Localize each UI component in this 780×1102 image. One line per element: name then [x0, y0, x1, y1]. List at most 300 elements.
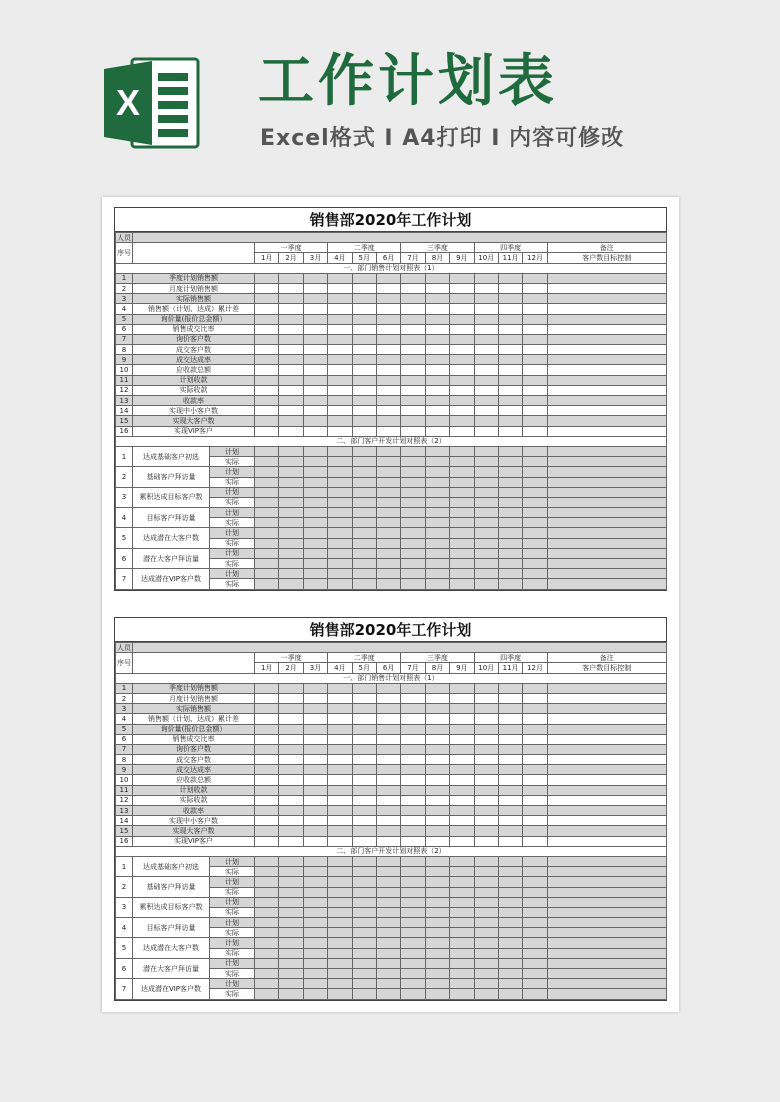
- data-cell[interactable]: [328, 704, 352, 714]
- data-cell[interactable]: [376, 304, 400, 314]
- data-cell[interactable]: [450, 538, 474, 548]
- data-cell[interactable]: [498, 887, 522, 897]
- data-cell[interactable]: [474, 487, 498, 497]
- data-cell[interactable]: [498, 969, 522, 979]
- data-cell[interactable]: [425, 334, 449, 344]
- data-cell[interactable]: [303, 856, 327, 866]
- data-cell[interactable]: [255, 528, 279, 538]
- data-cell[interactable]: [401, 958, 425, 968]
- data-cell[interactable]: [547, 958, 666, 968]
- data-cell[interactable]: [425, 693, 449, 703]
- data-cell[interactable]: [279, 559, 303, 569]
- data-cell[interactable]: [352, 867, 376, 877]
- data-cell[interactable]: [376, 816, 400, 826]
- data-cell[interactable]: [376, 938, 400, 948]
- data-cell[interactable]: [303, 508, 327, 518]
- data-cell[interactable]: [376, 314, 400, 324]
- data-cell[interactable]: [474, 867, 498, 877]
- data-cell[interactable]: [255, 969, 279, 979]
- data-cell[interactable]: [352, 836, 376, 846]
- data-cell[interactable]: [279, 867, 303, 877]
- data-cell[interactable]: [474, 334, 498, 344]
- data-cell[interactable]: [279, 765, 303, 775]
- data-cell[interactable]: [425, 938, 449, 948]
- data-cell[interactable]: [255, 877, 279, 887]
- data-cell[interactable]: [352, 345, 376, 355]
- data-cell[interactable]: [523, 744, 547, 754]
- data-cell[interactable]: [425, 365, 449, 375]
- data-cell[interactable]: [401, 528, 425, 538]
- data-cell[interactable]: [498, 979, 522, 989]
- data-cell[interactable]: [255, 345, 279, 355]
- data-cell[interactable]: [425, 775, 449, 785]
- data-cell[interactable]: [255, 887, 279, 897]
- data-cell[interactable]: [523, 457, 547, 467]
- data-cell[interactable]: [279, 477, 303, 487]
- data-cell[interactable]: [376, 467, 400, 477]
- data-cell[interactable]: [523, 704, 547, 714]
- data-cell[interactable]: [498, 765, 522, 775]
- data-cell[interactable]: [303, 897, 327, 907]
- data-cell[interactable]: [255, 518, 279, 528]
- data-cell[interactable]: [401, 396, 425, 406]
- data-cell[interactable]: [255, 867, 279, 877]
- data-cell[interactable]: [352, 693, 376, 703]
- data-cell[interactable]: [279, 744, 303, 754]
- data-cell[interactable]: [328, 396, 352, 406]
- data-cell[interactable]: [450, 528, 474, 538]
- data-cell[interactable]: [425, 836, 449, 846]
- data-cell[interactable]: [303, 816, 327, 826]
- data-cell[interactable]: [425, 958, 449, 968]
- data-cell[interactable]: [255, 396, 279, 406]
- data-cell[interactable]: [376, 508, 400, 518]
- data-cell[interactable]: [255, 324, 279, 334]
- data-cell[interactable]: [352, 273, 376, 283]
- data-cell[interactable]: [255, 734, 279, 744]
- data-cell[interactable]: [523, 406, 547, 416]
- data-cell[interactable]: [425, 538, 449, 548]
- data-cell[interactable]: [450, 487, 474, 497]
- data-cell[interactable]: [376, 548, 400, 558]
- data-cell[interactable]: [450, 856, 474, 866]
- data-cell[interactable]: [401, 887, 425, 897]
- data-cell[interactable]: [547, 928, 666, 938]
- data-cell[interactable]: [474, 559, 498, 569]
- data-cell[interactable]: [547, 938, 666, 948]
- data-cell[interactable]: [450, 283, 474, 293]
- data-cell[interactable]: [303, 538, 327, 548]
- data-cell[interactable]: [498, 958, 522, 968]
- data-cell[interactable]: [352, 795, 376, 805]
- data-cell[interactable]: [498, 477, 522, 487]
- data-cell[interactable]: [303, 467, 327, 477]
- data-cell[interactable]: [474, 324, 498, 334]
- data-cell[interactable]: [328, 334, 352, 344]
- data-cell[interactable]: [401, 897, 425, 907]
- data-cell[interactable]: [255, 487, 279, 497]
- data-cell[interactable]: [547, 826, 666, 836]
- data-cell[interactable]: [352, 775, 376, 785]
- data-cell[interactable]: [279, 538, 303, 548]
- data-cell[interactable]: [523, 467, 547, 477]
- data-cell[interactable]: [255, 569, 279, 579]
- data-cell[interactable]: [425, 457, 449, 467]
- data-cell[interactable]: [279, 385, 303, 395]
- data-cell[interactable]: [376, 795, 400, 805]
- data-cell[interactable]: [328, 693, 352, 703]
- data-cell[interactable]: [352, 704, 376, 714]
- data-cell[interactable]: [401, 518, 425, 528]
- data-cell[interactable]: [352, 948, 376, 958]
- data-cell[interactable]: [523, 283, 547, 293]
- data-cell[interactable]: [352, 477, 376, 487]
- data-cell[interactable]: [255, 548, 279, 558]
- data-cell[interactable]: [303, 724, 327, 734]
- data-cell[interactable]: [401, 836, 425, 846]
- data-cell[interactable]: [401, 508, 425, 518]
- data-cell[interactable]: [376, 918, 400, 928]
- data-cell[interactable]: [328, 518, 352, 528]
- data-cell[interactable]: [523, 385, 547, 395]
- data-cell[interactable]: [401, 294, 425, 304]
- data-cell[interactable]: [450, 704, 474, 714]
- data-cell[interactable]: [425, 508, 449, 518]
- data-cell[interactable]: [498, 324, 522, 334]
- data-cell[interactable]: [547, 744, 666, 754]
- data-cell[interactable]: [425, 569, 449, 579]
- data-cell[interactable]: [425, 294, 449, 304]
- data-cell[interactable]: [425, 487, 449, 497]
- data-cell[interactable]: [401, 775, 425, 785]
- data-cell[interactable]: [279, 704, 303, 714]
- data-cell[interactable]: [474, 938, 498, 948]
- data-cell[interactable]: [474, 385, 498, 395]
- data-cell[interactable]: [450, 396, 474, 406]
- data-cell[interactable]: [376, 528, 400, 538]
- data-cell[interactable]: [401, 559, 425, 569]
- data-cell[interactable]: [279, 806, 303, 816]
- data-cell[interactable]: [401, 704, 425, 714]
- data-cell[interactable]: [328, 806, 352, 816]
- data-cell[interactable]: [523, 497, 547, 507]
- data-cell[interactable]: [523, 538, 547, 548]
- data-cell[interactable]: [352, 294, 376, 304]
- data-cell[interactable]: [303, 446, 327, 456]
- data-cell[interactable]: [279, 683, 303, 693]
- data-cell[interactable]: [352, 724, 376, 734]
- data-cell[interactable]: [303, 365, 327, 375]
- data-cell[interactable]: [450, 579, 474, 589]
- data-cell[interactable]: [425, 416, 449, 426]
- data-cell[interactable]: [279, 334, 303, 344]
- data-cell[interactable]: [328, 406, 352, 416]
- data-cell[interactable]: [425, 714, 449, 724]
- data-cell[interactable]: [352, 785, 376, 795]
- data-cell[interactable]: [425, 477, 449, 487]
- data-cell[interactable]: [425, 283, 449, 293]
- data-cell[interactable]: [523, 795, 547, 805]
- data-cell[interactable]: [376, 365, 400, 375]
- data-cell[interactable]: [425, 948, 449, 958]
- data-cell[interactable]: [498, 559, 522, 569]
- data-cell[interactable]: [474, 538, 498, 548]
- data-cell[interactable]: [279, 724, 303, 734]
- data-cell[interactable]: [474, 683, 498, 693]
- data-cell[interactable]: [425, 979, 449, 989]
- data-cell[interactable]: [255, 294, 279, 304]
- data-cell[interactable]: [376, 765, 400, 775]
- data-cell[interactable]: [279, 273, 303, 283]
- data-cell[interactable]: [450, 355, 474, 365]
- data-cell[interactable]: [401, 365, 425, 375]
- data-cell[interactable]: [450, 877, 474, 887]
- data-cell[interactable]: [474, 396, 498, 406]
- data-cell[interactable]: [328, 856, 352, 866]
- data-cell[interactable]: [523, 724, 547, 734]
- data-cell[interactable]: [279, 714, 303, 724]
- data-cell[interactable]: [376, 273, 400, 283]
- data-cell[interactable]: [474, 856, 498, 866]
- data-cell[interactable]: [425, 314, 449, 324]
- data-cell[interactable]: [523, 826, 547, 836]
- data-cell[interactable]: [523, 294, 547, 304]
- data-cell[interactable]: [474, 416, 498, 426]
- data-cell[interactable]: [328, 365, 352, 375]
- data-cell[interactable]: [255, 477, 279, 487]
- data-cell[interactable]: [498, 826, 522, 836]
- data-cell[interactable]: [328, 765, 352, 775]
- data-cell[interactable]: [328, 938, 352, 948]
- data-cell[interactable]: [328, 477, 352, 487]
- data-cell[interactable]: [352, 714, 376, 724]
- data-cell[interactable]: [498, 487, 522, 497]
- data-cell[interactable]: [328, 887, 352, 897]
- data-cell[interactable]: [376, 724, 400, 734]
- data-cell[interactable]: [547, 877, 666, 887]
- data-cell[interactable]: [401, 314, 425, 324]
- data-cell[interactable]: [523, 548, 547, 558]
- data-cell[interactable]: [352, 928, 376, 938]
- data-cell[interactable]: [328, 714, 352, 724]
- data-cell[interactable]: [425, 744, 449, 754]
- data-cell[interactable]: [450, 446, 474, 456]
- data-cell[interactable]: [352, 304, 376, 314]
- data-cell[interactable]: [352, 334, 376, 344]
- data-cell[interactable]: [279, 446, 303, 456]
- data-cell[interactable]: [328, 528, 352, 538]
- data-cell[interactable]: [450, 765, 474, 775]
- data-cell[interactable]: [352, 457, 376, 467]
- data-cell[interactable]: [498, 294, 522, 304]
- data-cell[interactable]: [352, 324, 376, 334]
- data-cell[interactable]: [523, 579, 547, 589]
- data-cell[interactable]: [303, 806, 327, 816]
- data-cell[interactable]: [376, 907, 400, 917]
- data-cell[interactable]: [352, 755, 376, 765]
- data-cell[interactable]: [474, 304, 498, 314]
- data-cell[interactable]: [498, 365, 522, 375]
- data-cell[interactable]: [279, 734, 303, 744]
- data-cell[interactable]: [401, 816, 425, 826]
- data-cell[interactable]: [523, 528, 547, 538]
- data-cell[interactable]: [474, 785, 498, 795]
- data-cell[interactable]: [425, 806, 449, 816]
- data-cell[interactable]: [352, 396, 376, 406]
- data-cell[interactable]: [450, 693, 474, 703]
- data-cell[interactable]: [523, 559, 547, 569]
- data-cell[interactable]: [425, 304, 449, 314]
- data-cell[interactable]: [498, 569, 522, 579]
- data-cell[interactable]: [547, 704, 666, 714]
- data-cell[interactable]: [376, 989, 400, 999]
- data-cell[interactable]: [279, 396, 303, 406]
- data-cell[interactable]: [450, 559, 474, 569]
- data-cell[interactable]: [547, 304, 666, 314]
- data-cell[interactable]: [279, 989, 303, 999]
- data-cell[interactable]: [279, 928, 303, 938]
- data-cell[interactable]: [401, 355, 425, 365]
- data-cell[interactable]: [376, 856, 400, 866]
- data-cell[interactable]: [376, 826, 400, 836]
- data-cell[interactable]: [450, 426, 474, 436]
- data-cell[interactable]: [279, 979, 303, 989]
- data-cell[interactable]: [376, 355, 400, 365]
- data-cell[interactable]: [255, 365, 279, 375]
- data-cell[interactable]: [523, 958, 547, 968]
- data-cell[interactable]: [376, 928, 400, 938]
- data-cell[interactable]: [303, 559, 327, 569]
- data-cell[interactable]: [523, 928, 547, 938]
- data-cell[interactable]: [376, 345, 400, 355]
- data-cell[interactable]: [474, 714, 498, 724]
- data-cell[interactable]: [279, 938, 303, 948]
- data-cell[interactable]: [352, 518, 376, 528]
- data-cell[interactable]: [401, 714, 425, 724]
- data-cell[interactable]: [547, 334, 666, 344]
- data-cell[interactable]: [303, 928, 327, 938]
- data-cell[interactable]: [401, 826, 425, 836]
- data-cell[interactable]: [425, 795, 449, 805]
- data-cell[interactable]: [547, 569, 666, 579]
- data-cell[interactable]: [303, 755, 327, 765]
- data-cell[interactable]: [328, 304, 352, 314]
- data-cell[interactable]: [352, 314, 376, 324]
- data-cell[interactable]: [498, 795, 522, 805]
- data-cell[interactable]: [450, 948, 474, 958]
- data-cell[interactable]: [547, 693, 666, 703]
- data-cell[interactable]: [450, 897, 474, 907]
- data-cell[interactable]: [498, 416, 522, 426]
- data-cell[interactable]: [523, 836, 547, 846]
- data-cell[interactable]: [303, 836, 327, 846]
- data-cell[interactable]: [401, 785, 425, 795]
- data-cell[interactable]: [255, 273, 279, 283]
- data-cell[interactable]: [279, 324, 303, 334]
- data-cell[interactable]: [523, 345, 547, 355]
- data-cell[interactable]: [376, 559, 400, 569]
- data-cell[interactable]: [450, 324, 474, 334]
- data-cell[interactable]: [279, 693, 303, 703]
- data-cell[interactable]: [303, 324, 327, 334]
- data-cell[interactable]: [523, 683, 547, 693]
- data-cell[interactable]: [328, 345, 352, 355]
- data-cell[interactable]: [376, 744, 400, 754]
- data-cell[interactable]: [328, 979, 352, 989]
- data-cell[interactable]: [523, 938, 547, 948]
- data-cell[interactable]: [352, 979, 376, 989]
- data-cell[interactable]: [498, 734, 522, 744]
- data-cell[interactable]: [352, 744, 376, 754]
- data-cell[interactable]: [474, 355, 498, 365]
- data-cell[interactable]: [303, 396, 327, 406]
- data-cell[interactable]: [498, 867, 522, 877]
- data-cell[interactable]: [376, 324, 400, 334]
- data-cell[interactable]: [498, 948, 522, 958]
- data-cell[interactable]: [352, 969, 376, 979]
- data-cell[interactable]: [328, 548, 352, 558]
- data-cell[interactable]: [523, 375, 547, 385]
- data-cell[interactable]: [255, 765, 279, 775]
- data-cell[interactable]: [547, 714, 666, 724]
- data-cell[interactable]: [523, 765, 547, 775]
- data-cell[interactable]: [498, 406, 522, 416]
- data-cell[interactable]: [352, 355, 376, 365]
- data-cell[interactable]: [279, 795, 303, 805]
- data-cell[interactable]: [498, 785, 522, 795]
- data-cell[interactable]: [376, 334, 400, 344]
- data-cell[interactable]: [303, 314, 327, 324]
- data-cell[interactable]: [401, 724, 425, 734]
- data-cell[interactable]: [547, 918, 666, 928]
- data-cell[interactable]: [401, 755, 425, 765]
- data-cell[interactable]: [450, 918, 474, 928]
- data-cell[interactable]: [328, 497, 352, 507]
- data-cell[interactable]: [303, 877, 327, 887]
- data-cell[interactable]: [303, 969, 327, 979]
- data-cell[interactable]: [352, 538, 376, 548]
- data-cell[interactable]: [474, 755, 498, 765]
- data-cell[interactable]: [474, 816, 498, 826]
- data-cell[interactable]: [376, 714, 400, 724]
- data-cell[interactable]: [255, 497, 279, 507]
- data-cell[interactable]: [401, 406, 425, 416]
- data-cell[interactable]: [547, 457, 666, 467]
- data-cell[interactable]: [352, 826, 376, 836]
- data-cell[interactable]: [352, 569, 376, 579]
- data-cell[interactable]: [376, 283, 400, 293]
- data-cell[interactable]: [352, 816, 376, 826]
- data-cell[interactable]: [303, 345, 327, 355]
- data-cell[interactable]: [547, 948, 666, 958]
- data-cell[interactable]: [450, 683, 474, 693]
- data-cell[interactable]: [279, 897, 303, 907]
- data-cell[interactable]: [401, 938, 425, 948]
- data-cell[interactable]: [279, 877, 303, 887]
- data-cell[interactable]: [255, 508, 279, 518]
- data-cell[interactable]: [547, 273, 666, 283]
- data-cell[interactable]: [328, 785, 352, 795]
- data-cell[interactable]: [303, 477, 327, 487]
- data-cell[interactable]: [328, 744, 352, 754]
- data-cell[interactable]: [498, 918, 522, 928]
- data-cell[interactable]: [279, 887, 303, 897]
- data-cell[interactable]: [547, 897, 666, 907]
- data-cell[interactable]: [303, 765, 327, 775]
- data-cell[interactable]: [547, 989, 666, 999]
- data-cell[interactable]: [328, 948, 352, 958]
- data-cell[interactable]: [303, 548, 327, 558]
